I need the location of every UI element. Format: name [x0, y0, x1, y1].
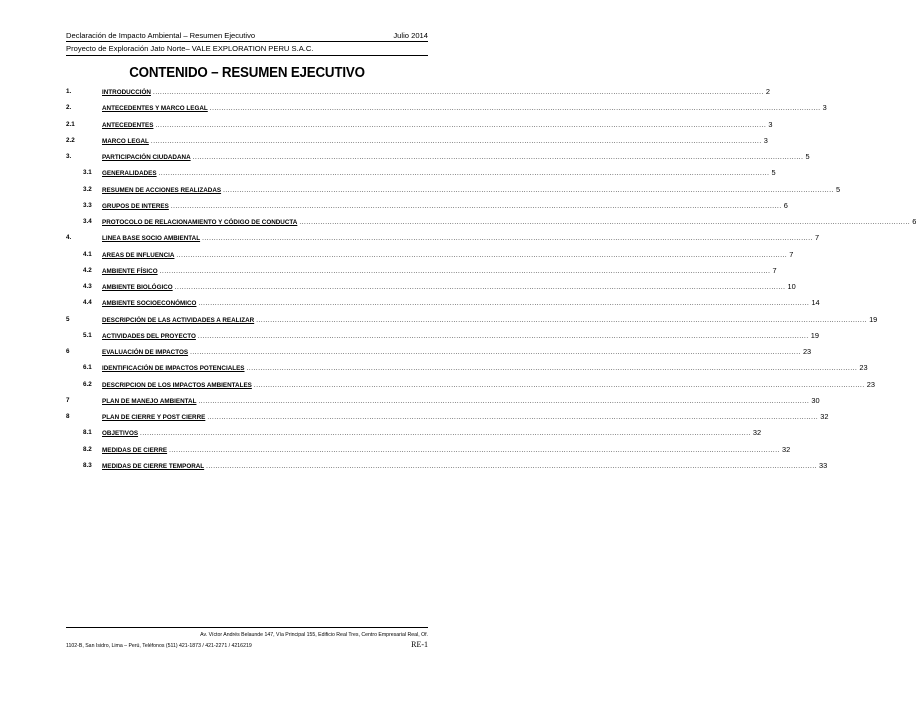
toc-entry-page: 7: [789, 249, 794, 259]
toc-entry-number: 8: [66, 413, 70, 420]
toc-entry[interactable]: [66, 84, 770, 100]
header-rule-bottom: [66, 55, 428, 56]
toc-dot-leader: ....................................................................................................................................................................................................................................................................: [197, 332, 809, 340]
toc-entry-title[interactable]: RESUMEN DE ACCIONES REALIZADAS: [102, 186, 222, 194]
toc-entry-title[interactable]: MARCO LEGAL: [102, 137, 149, 145]
toc-entry-title[interactable]: INTRODUCCIÓN: [102, 89, 151, 96]
toc-entry-leader-row: [102, 442, 791, 459]
page-title: CONTENIDO – RESUMEN EJECUTIVO: [129, 65, 365, 81]
toc-dot-leader: ....................................................................................................................................................................................................................................................................: [207, 414, 819, 421]
toc-dot-leader: ....................................................................................................................................................................................................................................................................: [198, 397, 810, 405]
toc-dot-leader: ....................................................................................................................................................................................................................................................................: [209, 105, 821, 113]
toc-entry[interactable]: [66, 263, 777, 279]
toc-entry-page: 6: [912, 217, 916, 226]
toc-entry-number: 4.: [66, 234, 72, 242]
toc-entry[interactable]: [66, 425, 762, 441]
toc-entry-number: 1.: [66, 88, 72, 95]
toc-entry[interactable]: [66, 279, 796, 295]
toc-dot-leader: ....................................................................................................................................................................................................................................................................: [158, 170, 770, 178]
toc-entry-number: 8.3: [83, 461, 92, 469]
toc-entry-leader-row: [102, 409, 829, 426]
toc-entry-number: 5: [66, 315, 70, 323]
toc-entry[interactable]: [66, 458, 828, 474]
toc-dot-leader: ....................................................................................................................................................................................................................................................................: [192, 154, 804, 161]
toc-entry-page: 7: [814, 233, 820, 243]
toc-entry-leader-row: [102, 84, 770, 101]
toc-entry-number: 5.1: [83, 331, 92, 339]
toc-entry-title[interactable]: PARTICIPACIÓN CIUDADANA: [102, 154, 191, 161]
toc-dot-leader: ....................................................................................................................................................................................................................................................................: [246, 365, 858, 373]
toc-dot-leader: ....................................................................................................................................................................................................................................................................: [223, 186, 834, 194]
toc-entry-page: 2: [765, 87, 770, 96]
toc-entry[interactable]: [66, 214, 916, 230]
toc-entry-title[interactable]: DESCRIPCIÓN DE LAS ACTIVIDADES A REALIZAR: [102, 316, 255, 324]
toc-entry-number: 4.4: [83, 299, 92, 307]
header-date: Julio 2014: [393, 31, 428, 40]
toc-entry-title[interactable]: ANTECEDENTES: [102, 121, 154, 129]
toc-entry-leader-row: [102, 425, 762, 442]
toc-entry-page: 6: [783, 200, 788, 210]
toc-entry-number: 3.3: [83, 201, 92, 209]
toc-entry-title[interactable]: AREAS DE INFLUENCIA: [102, 251, 175, 259]
toc-entry-leader-row: [102, 165, 776, 182]
toc-entry[interactable]: [66, 149, 810, 165]
toc-entry[interactable]: [66, 165, 776, 181]
toc-entry[interactable]: [66, 442, 791, 458]
toc-entry-leader-row: [102, 393, 820, 410]
toc-entry-number: 8.2: [83, 445, 92, 453]
toc-dot-leader: ....................................................................................................................................................................................................................................................................: [159, 267, 771, 275]
toc-entry-title[interactable]: AMBIENTE BIOLÓGICO: [102, 284, 173, 291]
toc-entry-page: 30: [811, 395, 820, 405]
toc-entry[interactable]: [66, 312, 878, 328]
toc-entry-number: 3.4: [83, 218, 92, 225]
footer-address-text: 1102-B, San Isidro, Lima – Perú, Teléfonos (511) 421-1873 / 421-2271 / 4216219: [66, 643, 252, 649]
toc-entry-leader-row: [102, 133, 768, 150]
toc-entry-title[interactable]: ACTIVIDADES DEL PROYECTO: [102, 332, 196, 340]
toc-entry-leader-row: [102, 295, 820, 312]
toc-entry[interactable]: [66, 117, 773, 133]
toc-dot-leader: ....................................................................................................................................................................................................................................................................: [152, 89, 764, 96]
toc-dot-leader: ....................................................................................................................................................................................................................................................................: [140, 430, 751, 438]
toc-dot-leader: ....................................................................................................................................................................................................................................................................: [190, 349, 801, 356]
toc-entry-title[interactable]: PLAN DE CIERRE Y POST CIERRE: [102, 414, 206, 421]
toc-entry-leader-row: [102, 328, 819, 345]
toc-entry-leader-row: [102, 230, 820, 247]
toc-dot-leader: ....................................................................................................................................................................................................................................................................: [176, 251, 788, 259]
footer-rule: [66, 627, 428, 628]
toc-entry-number: 6: [66, 348, 70, 355]
toc-entry-page: 32: [781, 444, 791, 454]
toc-entry-page: 7: [772, 265, 777, 275]
toc-entry-title[interactable]: LINEA BASE SOCIO AMBIENTAL: [102, 235, 201, 243]
toc-dot-leader: ....................................................................................................................................................................................................................................................................: [155, 121, 767, 129]
toc-dot-leader: ....................................................................................................................................................................................................................................................................: [299, 219, 911, 226]
table-of-contents: [66, 84, 916, 474]
toc-entry[interactable]: [66, 230, 820, 246]
toc-entry-page: 19: [810, 330, 819, 340]
running-header: [66, 31, 428, 41]
toc-entry-leader-row: [102, 458, 828, 475]
toc-entry-page: 5: [805, 152, 810, 161]
toc-entry[interactable]: [66, 393, 820, 409]
toc-entry[interactable]: [66, 133, 768, 149]
toc-entry-title[interactable]: DESCRIPCION DE LOS IMPACTOS AMBIENTALES: [102, 381, 252, 389]
toc-entry-number: 2.1: [66, 120, 75, 128]
toc-entry-title[interactable]: IDENTIFICACIÓN DE IMPACTOS POTENCIALES: [102, 365, 245, 373]
toc-entry-number: 4.2: [83, 266, 92, 274]
toc-entry-page: 23: [859, 363, 868, 373]
toc-entry-page: 5: [771, 168, 776, 178]
toc-entry[interactable]: [66, 377, 875, 393]
toc-dot-leader: ....................................................................................................................................................................................................................................................................: [169, 446, 780, 454]
header-rule-top: [66, 41, 428, 42]
toc-entry[interactable]: [66, 247, 794, 263]
toc-entry[interactable]: [66, 344, 812, 360]
toc-entry-number: 3.: [66, 153, 72, 160]
toc-entry-page: 33: [819, 460, 828, 470]
toc-entry[interactable]: [66, 182, 841, 198]
toc-entry-leader-row: [102, 198, 788, 215]
toc-dot-leader: ....................................................................................................................................................................................................................................................................: [202, 235, 813, 243]
toc-dot-leader: ....................................................................................................................................................................................................................................................................: [170, 202, 782, 210]
toc-dot-leader: ....................................................................................................................................................................................................................................................................: [150, 137, 762, 145]
toc-entry-number: 8.1: [83, 429, 92, 437]
toc-entry-leader-row: [102, 117, 773, 134]
toc-entry-leader-row: [102, 377, 875, 394]
toc-entry[interactable]: [66, 295, 820, 311]
toc-dot-leader: ....................................................................................................................................................................................................................................................................: [206, 462, 818, 470]
toc-entry-page: 32: [820, 412, 829, 421]
toc-entry-title[interactable]: MEDIDAS DE CIERRE: [102, 446, 168, 454]
toc-entry-number: 2.: [66, 104, 72, 112]
footer-address-line2: [66, 642, 428, 650]
toc-entry-number: 4.1: [83, 250, 92, 258]
toc-dot-leader: ....................................................................................................................................................................................................................................................................: [198, 300, 810, 308]
toc-entry-number: 6.1: [83, 364, 92, 372]
toc-entry-page: 14: [811, 298, 820, 308]
toc-entry-number: 7: [66, 396, 70, 404]
header-project: Proyecto de Exploración Jato Norte– VALE EXPLORATION PERU S.A.C.: [66, 44, 314, 53]
toc-entry-title[interactable]: PLAN DE MANEJO AMBIENTAL: [102, 397, 197, 405]
header-doc-title: Declaración de Impacto Ambiental – Resumen Ejecutivo: [66, 31, 256, 40]
toc-entry-number: 2.2: [66, 136, 75, 144]
toc-entry-number: 3.2: [83, 185, 92, 193]
toc-entry[interactable]: [66, 198, 788, 214]
toc-entry-leader-row: [102, 214, 916, 231]
toc-entry-title[interactable]: MEDIDAS DE CIERRE TEMPORAL: [102, 462, 205, 470]
toc-entry-page: 10: [787, 282, 796, 291]
toc-entry-page: 3: [822, 103, 827, 113]
toc-entry-title[interactable]: EVALUACIÓN DE IMPACTOS: [102, 349, 189, 356]
toc-entry[interactable]: [66, 100, 827, 116]
toc-entry[interactable]: [66, 328, 819, 344]
toc-entry-page: 19: [869, 314, 878, 324]
page-number: RE-1: [411, 640, 428, 649]
footer-address-line1: Av. Víctor Andrés Belaunde 147, Vía Principal 155, Edificio Real Tres, Centro Empresarial Real, Of.: [200, 632, 428, 638]
toc-entry-leader-row: [102, 100, 827, 117]
toc-entry-leader-row: [102, 149, 810, 166]
toc-entry-page: 23: [866, 379, 875, 389]
toc-entry-title[interactable]: PROTOCOLO DE RELACIONAMIENTO Y CÓDIGO DE CONDUCTA: [102, 219, 298, 226]
toc-dot-leader: ....................................................................................................................................................................................................................................................................: [256, 316, 868, 324]
toc-entry-page: 3: [768, 119, 773, 129]
toc-entry-page: 5: [835, 184, 841, 194]
toc-entry[interactable]: [66, 360, 868, 376]
toc-entry-number: 3.1: [83, 169, 92, 177]
toc-entry-leader-row: [102, 182, 841, 199]
toc-dot-leader: ....................................................................................................................................................................................................................................................................: [174, 284, 786, 291]
toc-entry-leader-row: [102, 279, 796, 296]
toc-entry-leader-row: [102, 312, 878, 329]
toc-entry-page: 32: [752, 428, 762, 438]
toc-entry-leader-row: [102, 344, 812, 361]
toc-entry-page: 3: [763, 135, 768, 145]
toc-entry-leader-row: [102, 263, 777, 280]
toc-entry[interactable]: [66, 409, 829, 425]
toc-entry-number: 4.3: [83, 283, 92, 290]
toc-dot-leader: ....................................................................................................................................................................................................................................................................: [253, 381, 865, 389]
toc-entry-leader-row: [102, 247, 794, 264]
toc-entry-number: 6.2: [83, 380, 92, 388]
toc-entry-title[interactable]: OBJETIVOS: [102, 430, 139, 438]
toc-entry-title[interactable]: GENERALIDADES: [102, 170, 157, 178]
toc-entry-title[interactable]: AMBIENTE FÍSICO: [102, 267, 158, 275]
toc-entry-title[interactable]: GRUPOS DE INTERES: [102, 202, 169, 210]
toc-entry-title[interactable]: AMBIENTE SOCIOECONÓMICO: [102, 300, 197, 308]
toc-entry-title[interactable]: ANTECEDENTES Y MARCO LEGAL: [102, 105, 208, 113]
toc-entry-page: 23: [802, 347, 812, 356]
toc-entry-leader-row: [102, 360, 868, 377]
